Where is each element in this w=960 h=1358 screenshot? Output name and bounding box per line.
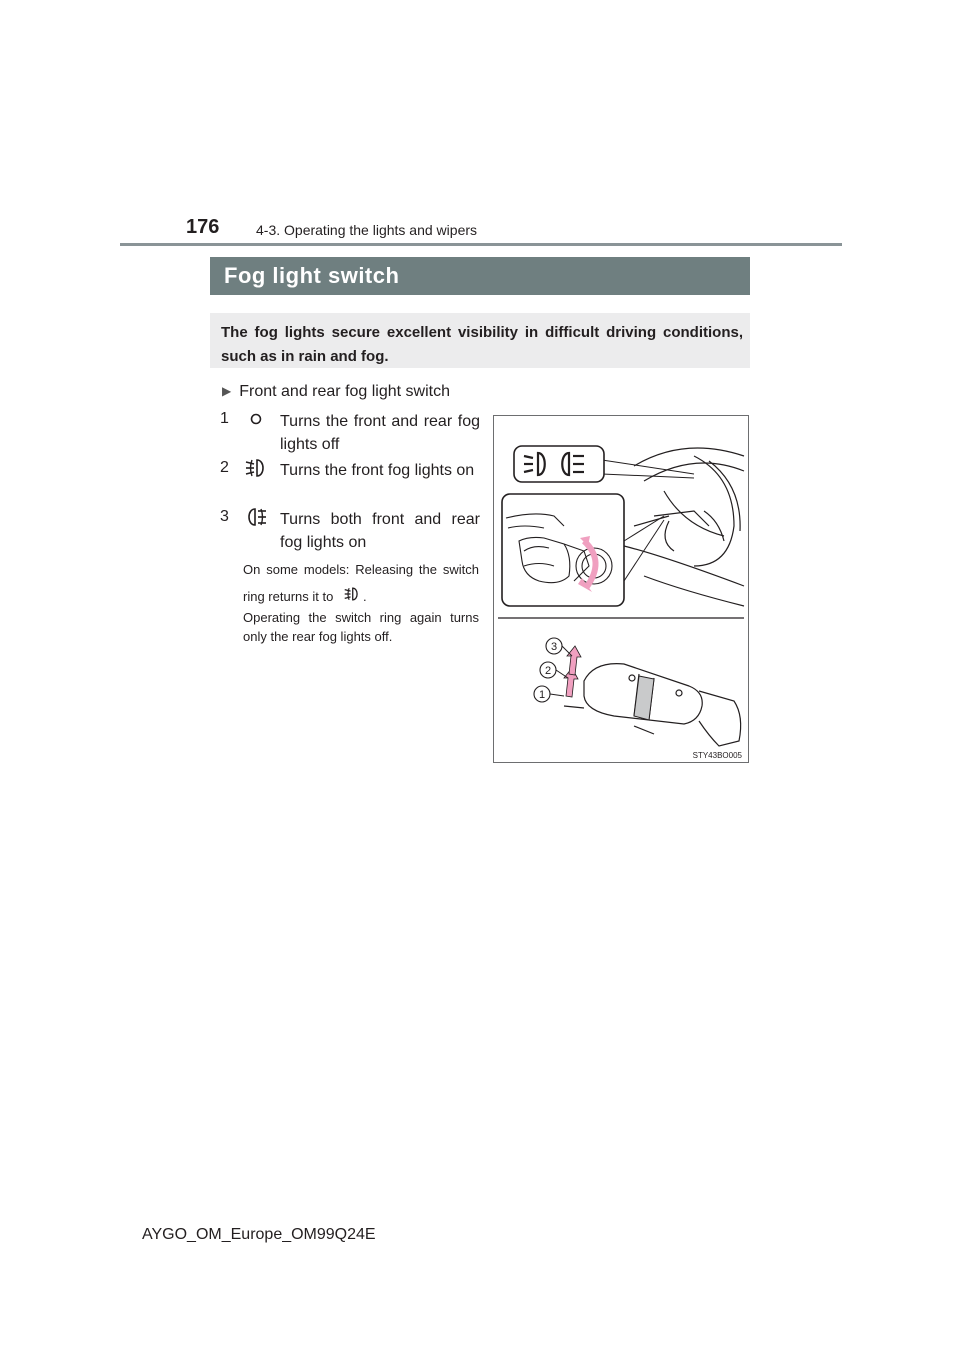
item-text-1: Turns the front and rear fog lights off	[280, 413, 480, 453]
title-bar	[210, 257, 750, 295]
figure-code: STY43BO005	[692, 751, 742, 760]
fog-light-switch-illustration	[493, 415, 749, 763]
page-title: Fog light switch	[224, 263, 400, 288]
item-text-2: Turns the front fog lights on	[280, 462, 475, 479]
sub-heading-text: Front and rear fog light switch	[239, 383, 450, 400]
item-number-3: 3	[220, 508, 229, 525]
intro-text: The fog lights secure excellent visibility in difficult driving conditions, such as in rain and fog.	[221, 324, 743, 365]
triangle-bullet-icon: ▶	[222, 384, 232, 398]
item-number-1: 1	[220, 410, 229, 427]
front-fog-light-icon	[244, 457, 268, 484]
header-divider	[120, 243, 842, 246]
sub-heading	[222, 383, 450, 401]
off-circle-icon	[248, 411, 264, 432]
section-title: 4-3. Operating the lights and wipers	[256, 222, 478, 238]
item-number-2: 2	[220, 459, 229, 476]
footer-doc-id: AYGO_OM_Europe_OM99Q24E	[142, 1226, 376, 1243]
front-fog-light-icon	[343, 584, 361, 611]
callout-2: 2	[544, 665, 552, 677]
item-text-3: Turns both front and rear fog lights on	[280, 511, 480, 551]
note-1-end: .	[362, 589, 367, 604]
callout-1: 1	[538, 689, 546, 701]
callout-3: 3	[550, 641, 558, 653]
intro-box	[210, 313, 750, 368]
note-1	[243, 556, 479, 611]
page-number: 176	[186, 216, 220, 238]
note-2: Operating the switch ring again turns only the rear fog lights off.	[243, 610, 479, 644]
note-1-text: On some models: Releasing the switch ring returns it to	[243, 562, 479, 604]
rear-fog-light-icon	[244, 506, 268, 533]
